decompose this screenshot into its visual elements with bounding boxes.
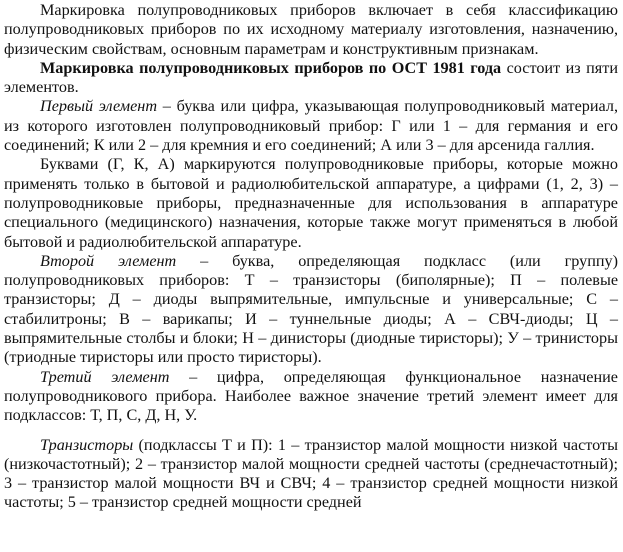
paragraph-marking-ost	[4, 59, 618, 98]
paragraph-text: – буква, определяющая подкласс (или группу) полупроводниковых приборов: Т – транзисторы (биполярные); П – полевые транзисторы; Д – диоды выпрямительные, импульсные и универсальные; С – стабилитроны; В – варикапы; И – туннельные диоды; А – СВЧ-диоды; Ц – выпрямительные столбы и блоки; Н – динисторы (диодные тиристоры); У – тринисторы (триодные тиристоры или просто тиристоры).	[4, 251, 619, 367]
paragraph-letters-digits	[4, 155, 618, 251]
paragraph-text: состоит из пяти элементов.	[4, 58, 618, 97]
italic-term: Третий элемент	[40, 367, 170, 386]
paragraph-first-element	[4, 97, 618, 155]
italic-term: Первый элемент	[40, 97, 158, 116]
paragraph-second-element	[4, 252, 618, 368]
paragraph-text: – буква или цифра, указывающая полупроводниковый материал, из которого изготовлен полупроводниковый прибор: Г или 1 – для германия и его соединений; К или 2 – для кремния и его соединений; А или 3 – для арсенида галлия.	[4, 97, 618, 155]
italic-term: Второй элемент	[40, 251, 177, 270]
paragraph-intro	[4, 1, 618, 59]
paragraph-text: – цифра, определяющая функциональное назначение полупроводникового прибора. Наиболее важное значение третий элемент имеет для подклассов: Т, П, С, Д, Н, У.	[4, 367, 618, 425]
paragraph-text: (подклассы Т и П): 1 – транзистор малой мощности низкой частоты (низкочастотный); 2 – транзистор малой мощности средней частоты (среднечастотный); 3 – транзистор малой мощности ВЧ и СВЧ; 4 – транзистор средней мощности низкой частоты; 5 – транзистор средней мощности средней	[4, 435, 618, 512]
paragraph-text: Буквами (Г, К, А) маркируются полупроводниковые приборы, которые можно применять только в бытовой и радиолюбительской аппаратуре, а цифрами (1, 2, 3) – полупроводниковые приборы, предназначенные для использования в аппаратуре специального (медицинского) назначения, которые также могут применяться в любой бытовой и радиолюбительской аппаратуре.	[4, 155, 618, 251]
italic-term: Транзисторы	[40, 435, 134, 454]
paragraph-transistors	[4, 436, 618, 513]
bold-heading-text: Маркировка полупроводниковых приборов по ОСТ 1981 года	[40, 58, 502, 77]
paragraph-third-element	[4, 368, 618, 426]
paragraph-text: Маркировка полупроводниковых приборов включает в себя классификацию полупроводниковых приборов по их исходному материалу изготовления, назначению, физическим свойствам, основным параметрам и конструктивным признакам.	[4, 1, 618, 58]
